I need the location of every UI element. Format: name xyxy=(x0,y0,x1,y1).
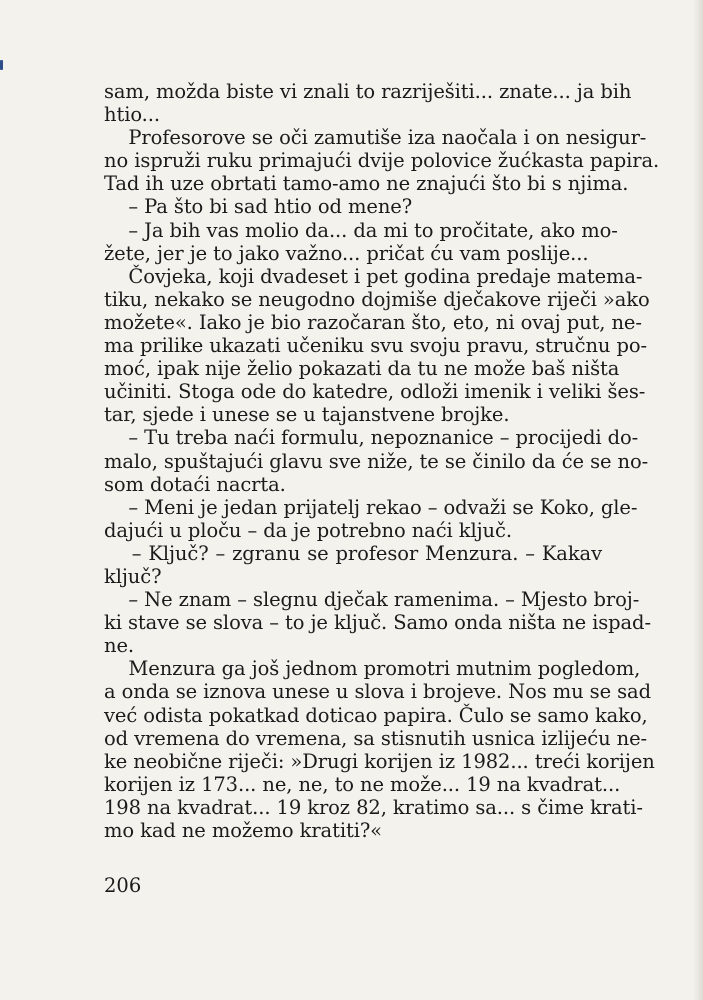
text-line: htio... xyxy=(104,103,160,127)
text-line: ki stave se slova – to je ključ. Samo onda ništa ne ispad- xyxy=(104,611,651,635)
text-line: no ispruži ruku primajući dvije polovice žućkasta papira. xyxy=(104,149,660,173)
text-line: mo kad ne možemo kratiti?« xyxy=(104,819,383,842)
text-line: korijen iz 173... ne, ne, to ne može... 19 na kvadrat... xyxy=(104,772,621,796)
text-line: ne. xyxy=(104,634,134,658)
text-line: – Tu treba naći formulu, nepoznanice – procijedi do- xyxy=(104,426,639,450)
text-line: Menzura ga još jednom promotri mutnim pogledom, xyxy=(104,657,641,681)
text-line: – Meni je jedan prijatelj rekao – odvaži se Koko, gle- xyxy=(104,495,638,519)
text-line: tiku, nekako se neugodno dojmiše dječakove riječi »ako xyxy=(104,287,650,311)
text-line: – Ne znam – slegnu dječak ramenima. – Mjesto broj- xyxy=(104,588,640,612)
text-line: – Ja bih vas molio da... da mi to pročitate, ako mo- xyxy=(104,218,618,242)
text-line: ma prilike ukazati učeniku svu svoju pravu, stručnu po- xyxy=(104,334,647,358)
text-line: dajući u ploču – da je potrebno naći ključ. xyxy=(104,518,512,542)
text-line: Tad ih uze obrtati tamo-amo ne znajući što bi s njima. xyxy=(104,172,629,196)
text-line: učiniti. Stoga ode do katedre, odloži imenik i veliki šes- xyxy=(104,380,646,404)
text-line: 198 na kvadrat... 19 kroz 82, kratimo sa... s čime krati- xyxy=(104,795,643,819)
text-line: žete, jer je to jako važno... pričat ću vam poslije... xyxy=(104,241,589,265)
text-line: od vremena do vremena, sa stisnutih usnica izlijeću ne- xyxy=(104,726,648,750)
text-line: moć, ipak nije želio pokazati da tu ne može baš ništa xyxy=(104,357,620,381)
text-line: a onda se iznova unese u slova i brojeve. Nos mu se sad xyxy=(104,680,651,704)
page-number: 206 xyxy=(104,874,142,897)
text-line: som dotaći nacrta. xyxy=(104,472,286,496)
text-line: već odista pokatkad doticao papira. Čulo se samo kako, xyxy=(104,703,648,727)
text-line: možete«. Iako je bio razočaran što, eto, ni ovaj put, ne- xyxy=(104,310,642,334)
text-line: ključ? xyxy=(104,564,162,588)
body-text xyxy=(104,80,660,842)
text-line: ke neobične riječi: »Drugi korijen iz 1982... treći korijen xyxy=(104,749,655,773)
text-line: Profesorove se oči zamutiše iza naočala i on nesigur- xyxy=(104,126,647,150)
text-line: – Pa što bi sad htio od mene? xyxy=(104,195,413,219)
text-line: Čovjeka, koji dvadeset i pet godina predaje matema- xyxy=(104,264,643,288)
text-line: malo, spuštajući glavu sve niže, te se činilo da će se no- xyxy=(104,449,649,473)
text-line: tar, sjede i unese se u tajanstvene brojke. xyxy=(104,403,510,427)
text-line: – Ključ? – zgranu se profesor Menzura. – Kakav xyxy=(104,541,602,565)
page-edge-shadow xyxy=(693,0,703,1000)
text-line: sam, možda biste vi znali to razriješiti... znate... ja bih xyxy=(104,80,632,103)
edge-mark xyxy=(0,60,3,70)
